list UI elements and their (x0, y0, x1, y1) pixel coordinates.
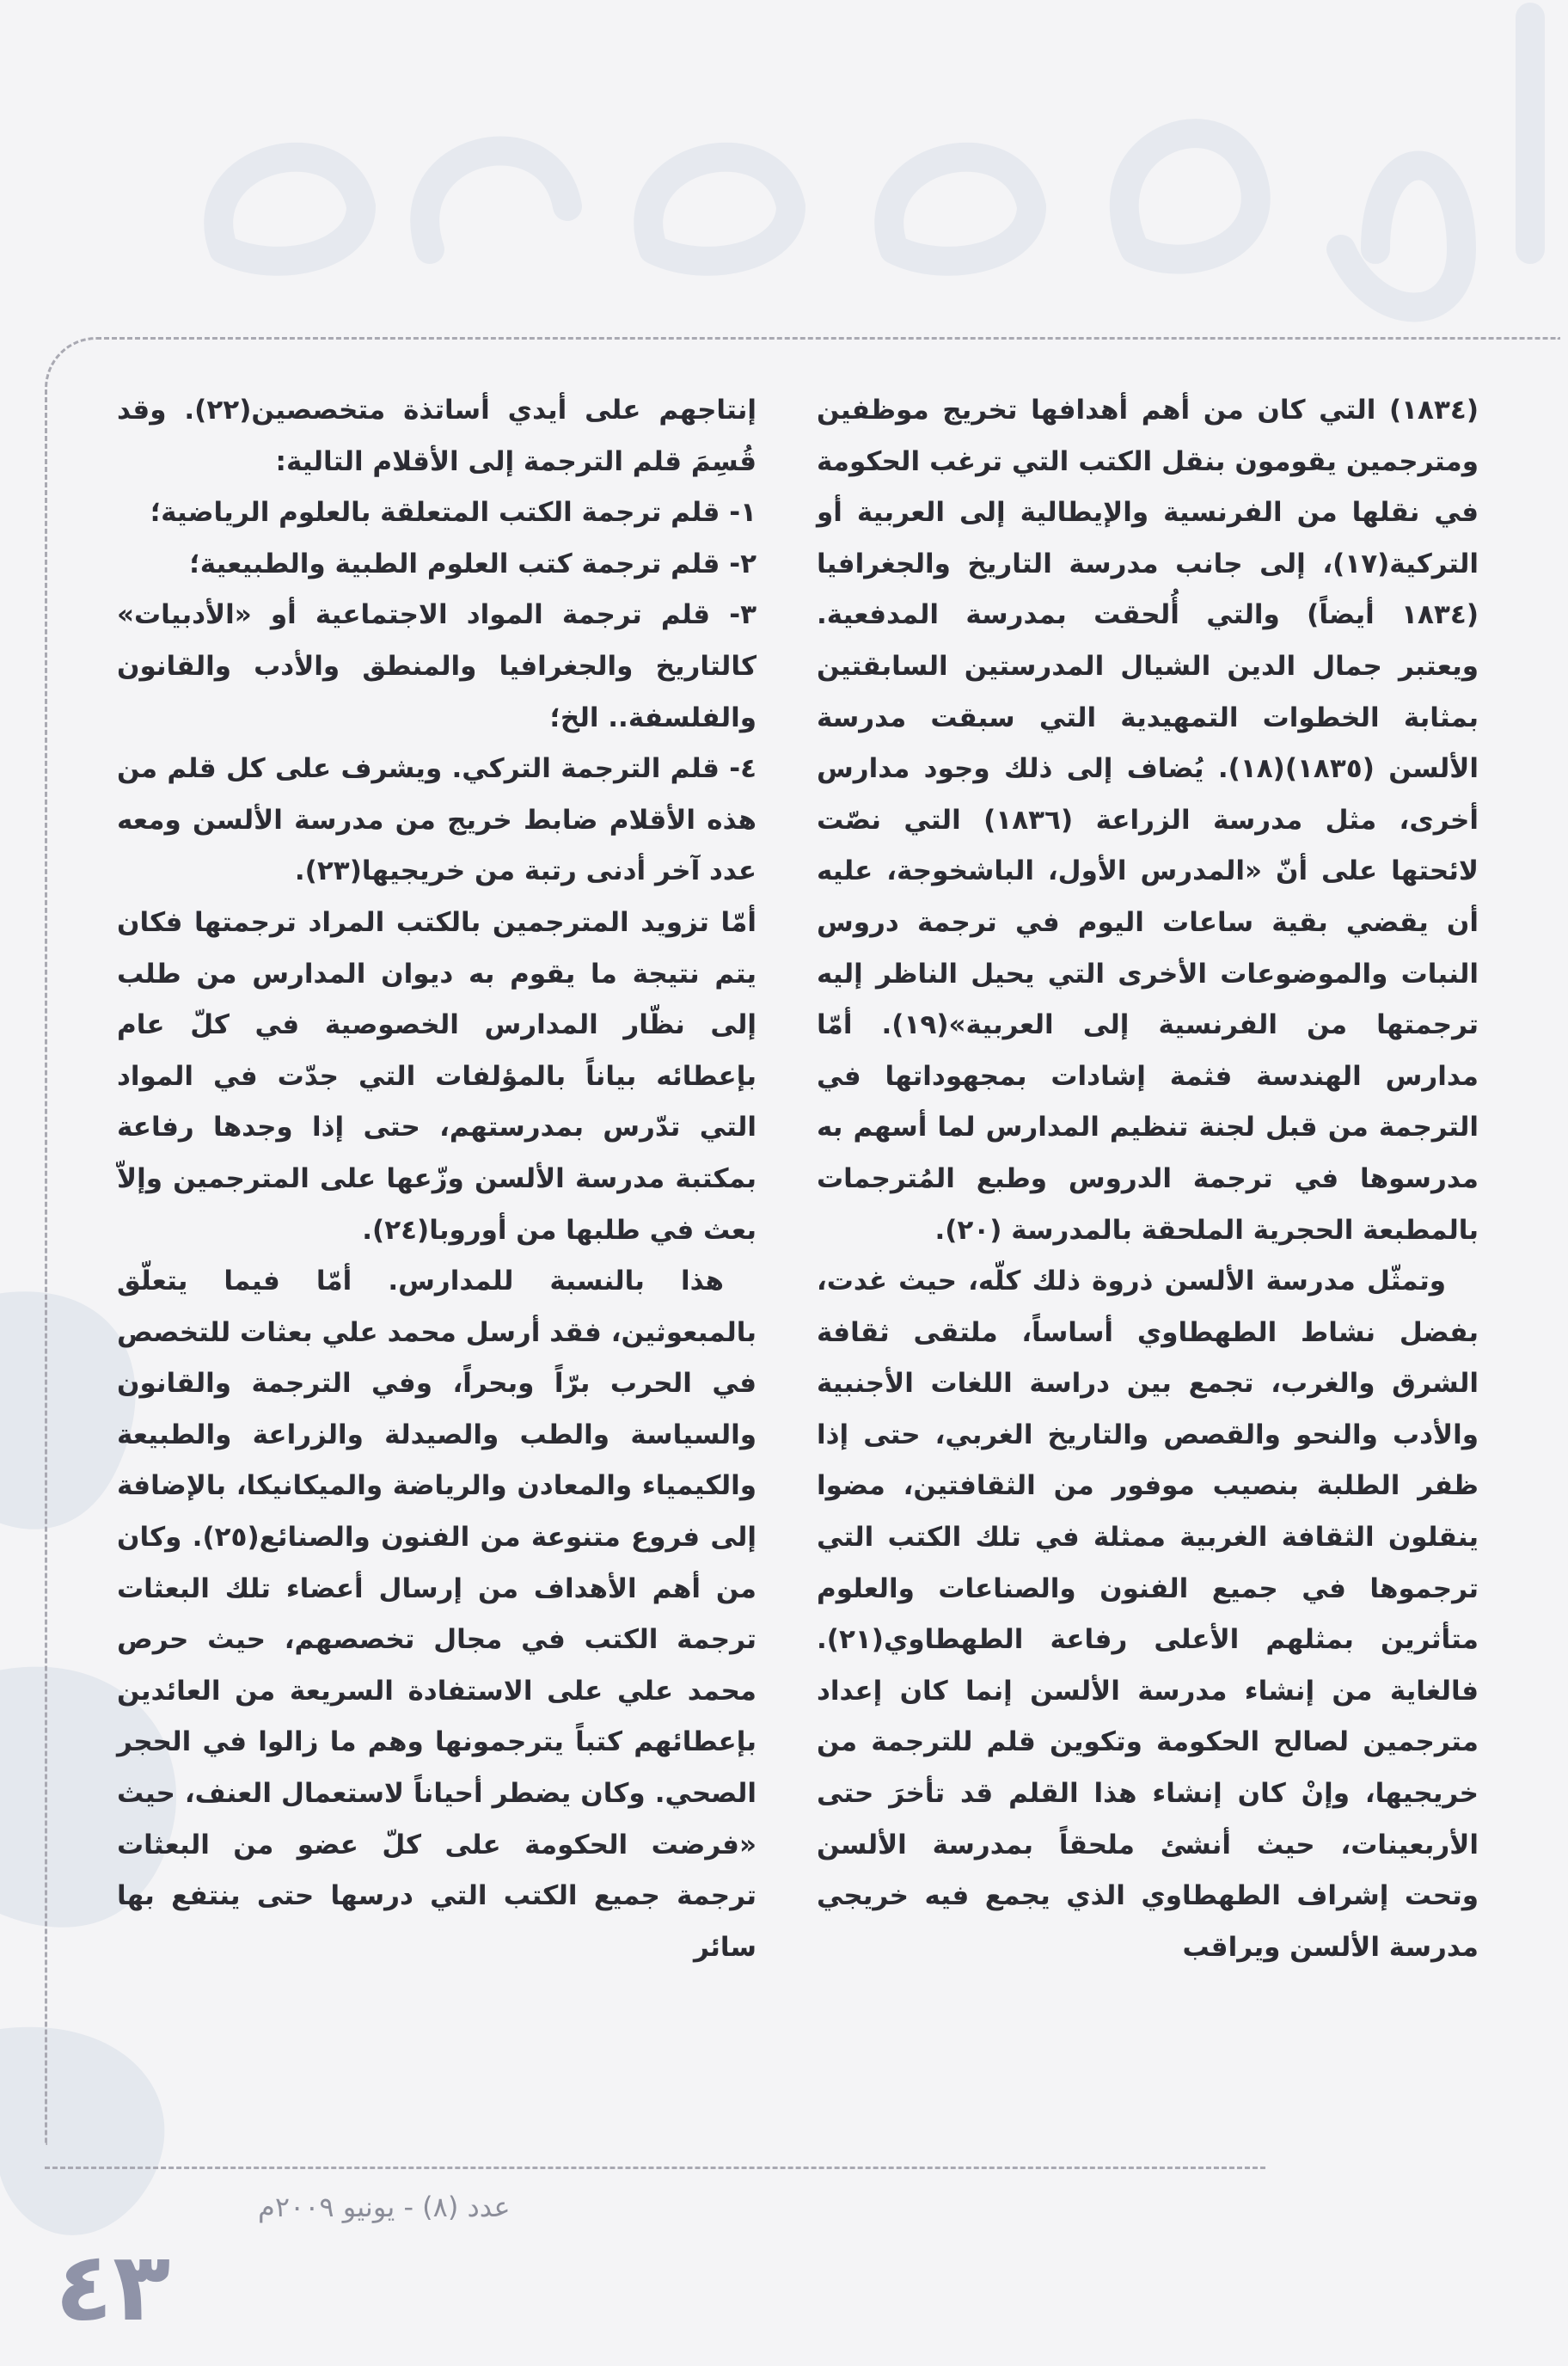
list-item: ٤- قلم الترجمة التركي. ويشرف على كل قلم من هذه الأقلام ضابط خريج من مدرسة الألسن ومعه عدد آخر أدنى رتبة من خريجيها(٢٣). (117, 753, 756, 887)
issue-info: عدد (٨) - يونيو ٢٠٠٩م (258, 2191, 511, 2223)
calligraphy-watermark (120, 0, 1568, 327)
list-item: ٣- قلم ترجمة المواد الاجتماعية أو «الأدبيات» كالتاريخ والجغرافيا والمنطق والأدب والقانون والفلسفة.. الخ؛ (117, 599, 756, 733)
list-item: ٢- قلم ترجمة كتب العلوم الطبية والطبيعية؛ (189, 548, 756, 579)
right-text-column (817, 385, 1479, 1973)
page-number: ٤٣ (55, 2232, 171, 2342)
paragraph: هذا بالنسبة للمدارس. أمّا فيما يتعلّق بالمبعوثين، فقد أرسل محمد علي بعثات للتخصص في الحرب برّاً وبحراً، وفي الترجمة والقانون والسياسة والطب والصيدلة والزراعة والطبيعة والكيمياء والمعادن والرياضة والميكانيكا، بالإضافة إلى فروع متنوعة من الفنون والصنائع(٢٥). وكان من أهم الأهداف من إرسال أعضاء تلك البعثات ترجمة الكتب في مجال تخصصهم، حيث حرص محمد علي على الاستفادة السريعة من العائدين بإعطائهم كتباً يترجمونها وهم ما زالوا في الحجر الصحي. وكان يضطر أحياناً لاستعمال العنف، حيث «فرضت الحكومة على كلّ عضو من البعثات ترجمة جميع الكتب التي درسها حتى ينتفع بها سائر (117, 1266, 756, 1963)
left-text-column (117, 385, 756, 1973)
footer-rule (45, 2167, 1265, 2169)
paragraph: إنتاجهم على أيدي أساتذة متخصصين(٢٢). وقد قُسِمَ قلم الترجمة إلى الأقلام التالية: (117, 395, 756, 477)
list-item: ١- قلم ترجمة الكتب المتعلقة بالعلوم الرياضية؛ (150, 497, 756, 529)
paragraph: (١٨٣٤) التي كان من أهم أهدافها تخريج موظفين ومترجمين يقومون بنقل الكتب التي ترغب الحكومة في نقلها من الفرنسية والإيطالية إلى العربية أو التركية(١٧)، إلى جانب مدرسة التاريخ والجغرافيا (١٨٣٤ أيضاً) والتي أُلحقت بمدرسة المدفعية. ويعتبر جمال الدين الشيال المدرستين السابقتين بمثابة الخطوات التمهيدية التي سبقت مدرسة الألسن (١٨٣٥)(١٨). يُضاف إلى ذلك وجود مدارس أخرى، مثل مدرسة الزراعة (١٨٣٦) التي نصّت لائحتها على أنّ «المدرس الأول، الباشخوجة، عليه أن يقضي بقية ساعات اليوم في ترجمة دروس النبات والموضوعات الأخرى التي يحيل الناظر إليه ترجمتها من الفرنسية إلى العربية»(١٩). أمّا مدارس الهندسة فثمة إشادات بمجهوداتها في الترجمة من قبل لجنة تنظيم المدارس لما أسهم به مدرسوها في ترجمة الدروس وطبع المُترجمات بالمطبعة الحجرية الملحقة بالمدرسة (٢٠). (817, 395, 1479, 1246)
paragraph: وتمثّل مدرسة الألسن ذروة ذلك كلّه، حيث غدت، بفضل نشاط الطهطاوي أساساً، ملتقى ثقافة الشرق والغرب، تجمع بين دراسة اللغات الأجنبية والأدب والنحو والقصص والتاريخ الغربي، حتى إذا ظفر الطلبة بنصيب موفور من الثقافتين، مضوا ينقلون الثقافة الغربية ممثلة في تلك الكتب التي ترجموها في جميع الفنون والصناعات والعلوم متأثرين بمثلهم الأعلى رفاعة الطهطاوي(٢١). فالغاية من إنشاء مدرسة الألسن إنما كان إعداد مترجمين لصالح الحكومة وتكوين قلم للترجمة من خريجيها، وإنْ كان إنشاء هذا القلم قد تأخرَ حتى الأربعينات، حيث أنشئ ملحقاً بمدرسة الألسن وتحت إشراف الطهطاوي الذي يجمع فيه خريجي مدرسة الألسن ويراقب (817, 1266, 1479, 1963)
paragraph: أمّا تزويد المترجمين بالكتب المراد ترجمتها فكان يتم نتيجة ما يقوم به ديوان المدارس من طلب إلى نظّار المدارس الخصوصية في كلّ عام بإعطائه بياناً بالمؤلفات التي جدّت في المواد التي تدّرس بمدرستهم، حتى إذا وجدها رفاعة بمكتبة مدرسة الألسن وزّعها على المترجمين وإلاّ بعث في طلبها من أوروبا(٢٤). (117, 906, 756, 1246)
